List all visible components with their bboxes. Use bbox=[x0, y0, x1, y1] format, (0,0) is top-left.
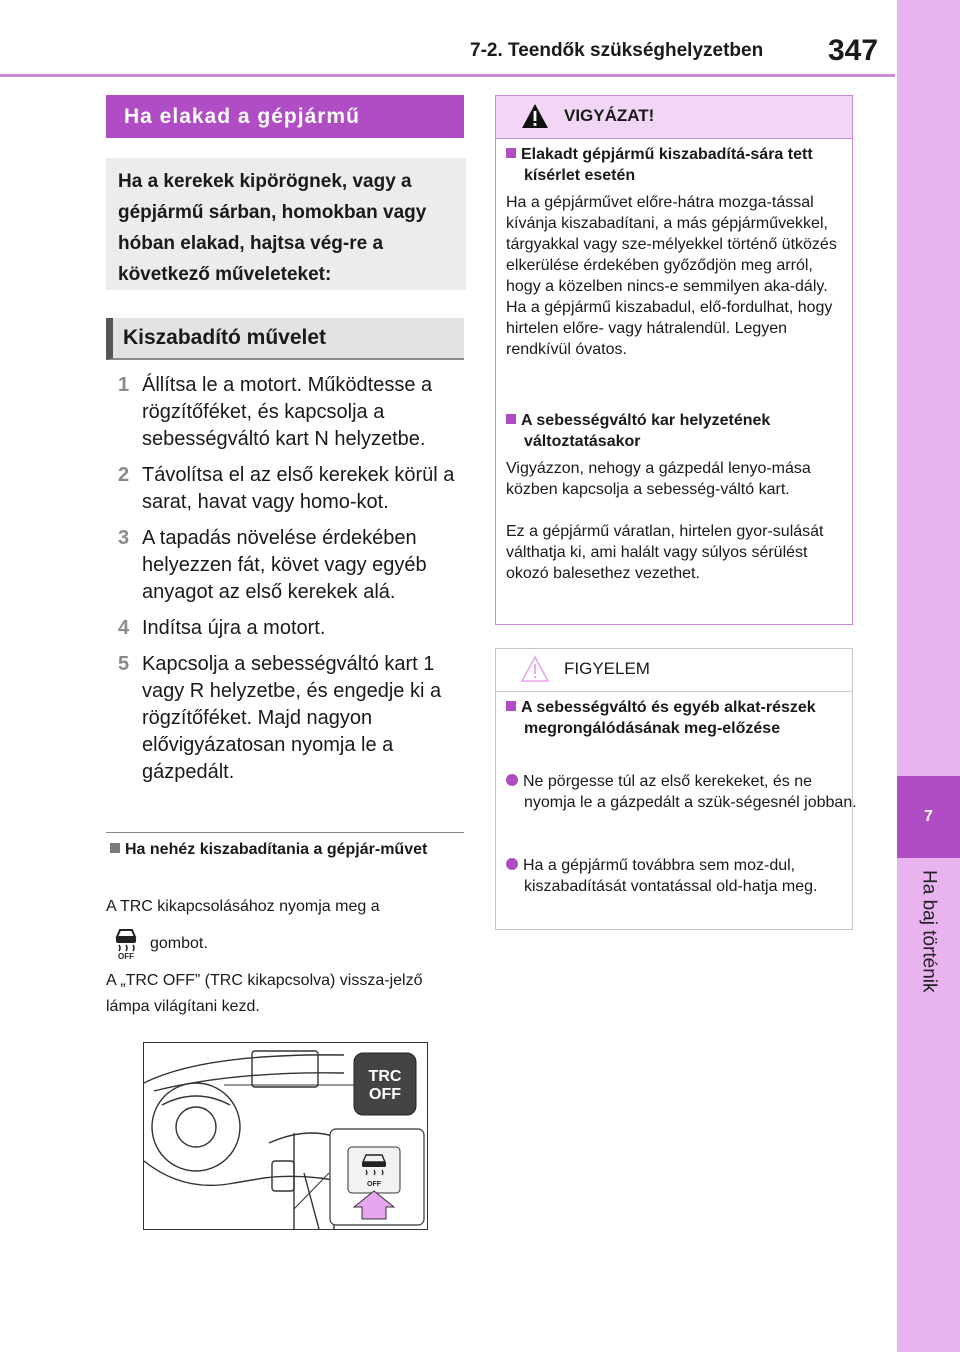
page-number: 347 bbox=[828, 34, 879, 67]
section-header: 7-2. Teendők szükséghelyzetben bbox=[470, 40, 764, 61]
step-item bbox=[118, 372, 468, 453]
warning-triangle-icon bbox=[520, 102, 550, 130]
notice-heading bbox=[506, 697, 862, 739]
warning-heading-2-text: A sebességváltó kar helyzetének változtatásakor bbox=[521, 412, 771, 450]
notice-bullet-2-text: Ha a gépjármű továbbra sem moz-dul, kiszabadítását vontatással old-hatja meg. bbox=[523, 857, 818, 895]
dashboard-illustration bbox=[143, 1042, 428, 1230]
warning-paragraph-2: Vigyázzon, nehogy a gázpedál lenyo-mása közben kapcsolja a sebesség-váltó kart. bbox=[506, 460, 811, 498]
circle-bullet-icon bbox=[506, 774, 518, 786]
square-bullet-icon bbox=[506, 414, 516, 424]
notice-bullet-2 bbox=[506, 855, 862, 897]
notice-header bbox=[496, 649, 852, 692]
intro-box: Ha a kerekek kipörögnek, vagy a gépjármű sárban, homokban vagy hóban elakad, hajtsa vég-re a következő műveleteket: bbox=[106, 158, 466, 290]
button-label-off: OFF bbox=[369, 1086, 401, 1103]
warning-heading-1 bbox=[506, 144, 862, 186]
square-bullet-icon bbox=[506, 701, 516, 711]
header-rule bbox=[0, 74, 895, 77]
chapter-title bbox=[897, 870, 960, 1030]
trc-off-icon bbox=[112, 926, 140, 960]
divider bbox=[106, 832, 464, 833]
step-number: 5 bbox=[118, 653, 130, 675]
section-title: Ha elakad a gépjármű bbox=[106, 95, 464, 138]
chapter-side-tab bbox=[897, 0, 960, 1352]
notice-bullet-1 bbox=[506, 771, 862, 813]
warning-title: VIGYÁZAT! bbox=[564, 106, 655, 125]
step-list bbox=[118, 372, 468, 795]
chapter-title-text: Ha baj történik bbox=[918, 870, 940, 993]
dashboard-drawing bbox=[144, 1043, 427, 1229]
step-text: Indítsa újra a motort. bbox=[142, 617, 326, 639]
warning-header bbox=[496, 96, 852, 139]
warning-paragraph-1: Ha a gépjárművet előre-hátra mozga-tással kívánja kiszabadítani, a más gépjárművekkel, tárgyakkal vagy sze-mélyekkel történő ütközés elkerülése érdekében győződjön meg arról, hogy a közelben nincs-e semmilyen aka-dály. Ha a gépjármű kiszabadul, elő-fordulhat, hogy hirtelen előre- vagy hátralendül. Legyen rendkívül óvatos. bbox=[506, 194, 837, 358]
step-item bbox=[118, 525, 468, 606]
step-text: Távolítsa el az első kerekek körül a sarat, havat vagy homo-kot. bbox=[142, 464, 455, 513]
step-text: A tapadás növelése érdekében helyezzen fát, követ vagy egyéb anyagot az első kerekek alá. bbox=[142, 527, 427, 603]
notice-bullet-1-text: Ne pörgesse túl az első kerekeket, és ne nyomja le a gázpedált a szük-ségesnél jobban. bbox=[523, 773, 857, 811]
trc-icon-label: OFF bbox=[118, 952, 134, 960]
button-label-trc: TRC bbox=[368, 1068, 402, 1085]
note-paragraph: A TRC kikapcsolásához nyomja meg a bbox=[106, 898, 380, 915]
step-item bbox=[118, 651, 468, 786]
warning-paragraph-3: Ez a gépjármű váratlan, hirtelen gyor-sulását válthatja ki, ami halált vagy súlyos sérülést okozó balesethez vezethet. bbox=[506, 523, 824, 582]
step-item bbox=[118, 615, 468, 642]
square-bullet-icon bbox=[506, 148, 516, 158]
step-text: Kapcsolja a sebességváltó kart 1 vagy R helyzetbe, és engedje ki a rögzítőféket. Majd nagyon elővigyázatosan nyomja le a gázpedált. bbox=[142, 653, 442, 783]
switch-off-label: OFF bbox=[367, 1181, 381, 1188]
step-number: 2 bbox=[118, 464, 130, 486]
warning-heading-2 bbox=[506, 410, 862, 452]
warning-heading-1-text: Elakadt gépjármű kiszabadítá-sára tett kísérlet esetén bbox=[521, 146, 813, 184]
subheading: Kiszabadító művelet bbox=[106, 318, 464, 360]
step-number: 4 bbox=[118, 617, 130, 639]
circle-bullet-icon bbox=[506, 858, 518, 870]
note-heading bbox=[110, 840, 478, 859]
step-number: 3 bbox=[118, 527, 130, 549]
caution-triangle-icon bbox=[520, 655, 550, 683]
notice-box bbox=[495, 648, 857, 930]
note-heading-text: Ha nehéz kiszabadítania a gépjár-művet bbox=[125, 841, 428, 858]
note-paragraph: A „TRC OFF” (TRC kikapcsolva) vissza-jelző lámpa világítani kezd. bbox=[106, 972, 423, 1015]
note-paragraph: gombot. bbox=[150, 935, 208, 952]
chapter-number: 7 bbox=[897, 776, 960, 858]
notice-heading-text: A sebességváltó és egyéb alkat-részek megrongálódásának meg-előzése bbox=[521, 699, 816, 737]
step-item bbox=[118, 462, 468, 516]
step-number: 1 bbox=[118, 374, 130, 396]
warning-box bbox=[495, 95, 853, 625]
notice-title: FIGYELEM bbox=[564, 659, 650, 678]
step-text: Állítsa le a motort. Működtesse a rögzítőféket, és kapcsolja a sebességváltó kart N helyzetbe. bbox=[142, 374, 433, 450]
square-bullet-icon bbox=[110, 843, 120, 853]
